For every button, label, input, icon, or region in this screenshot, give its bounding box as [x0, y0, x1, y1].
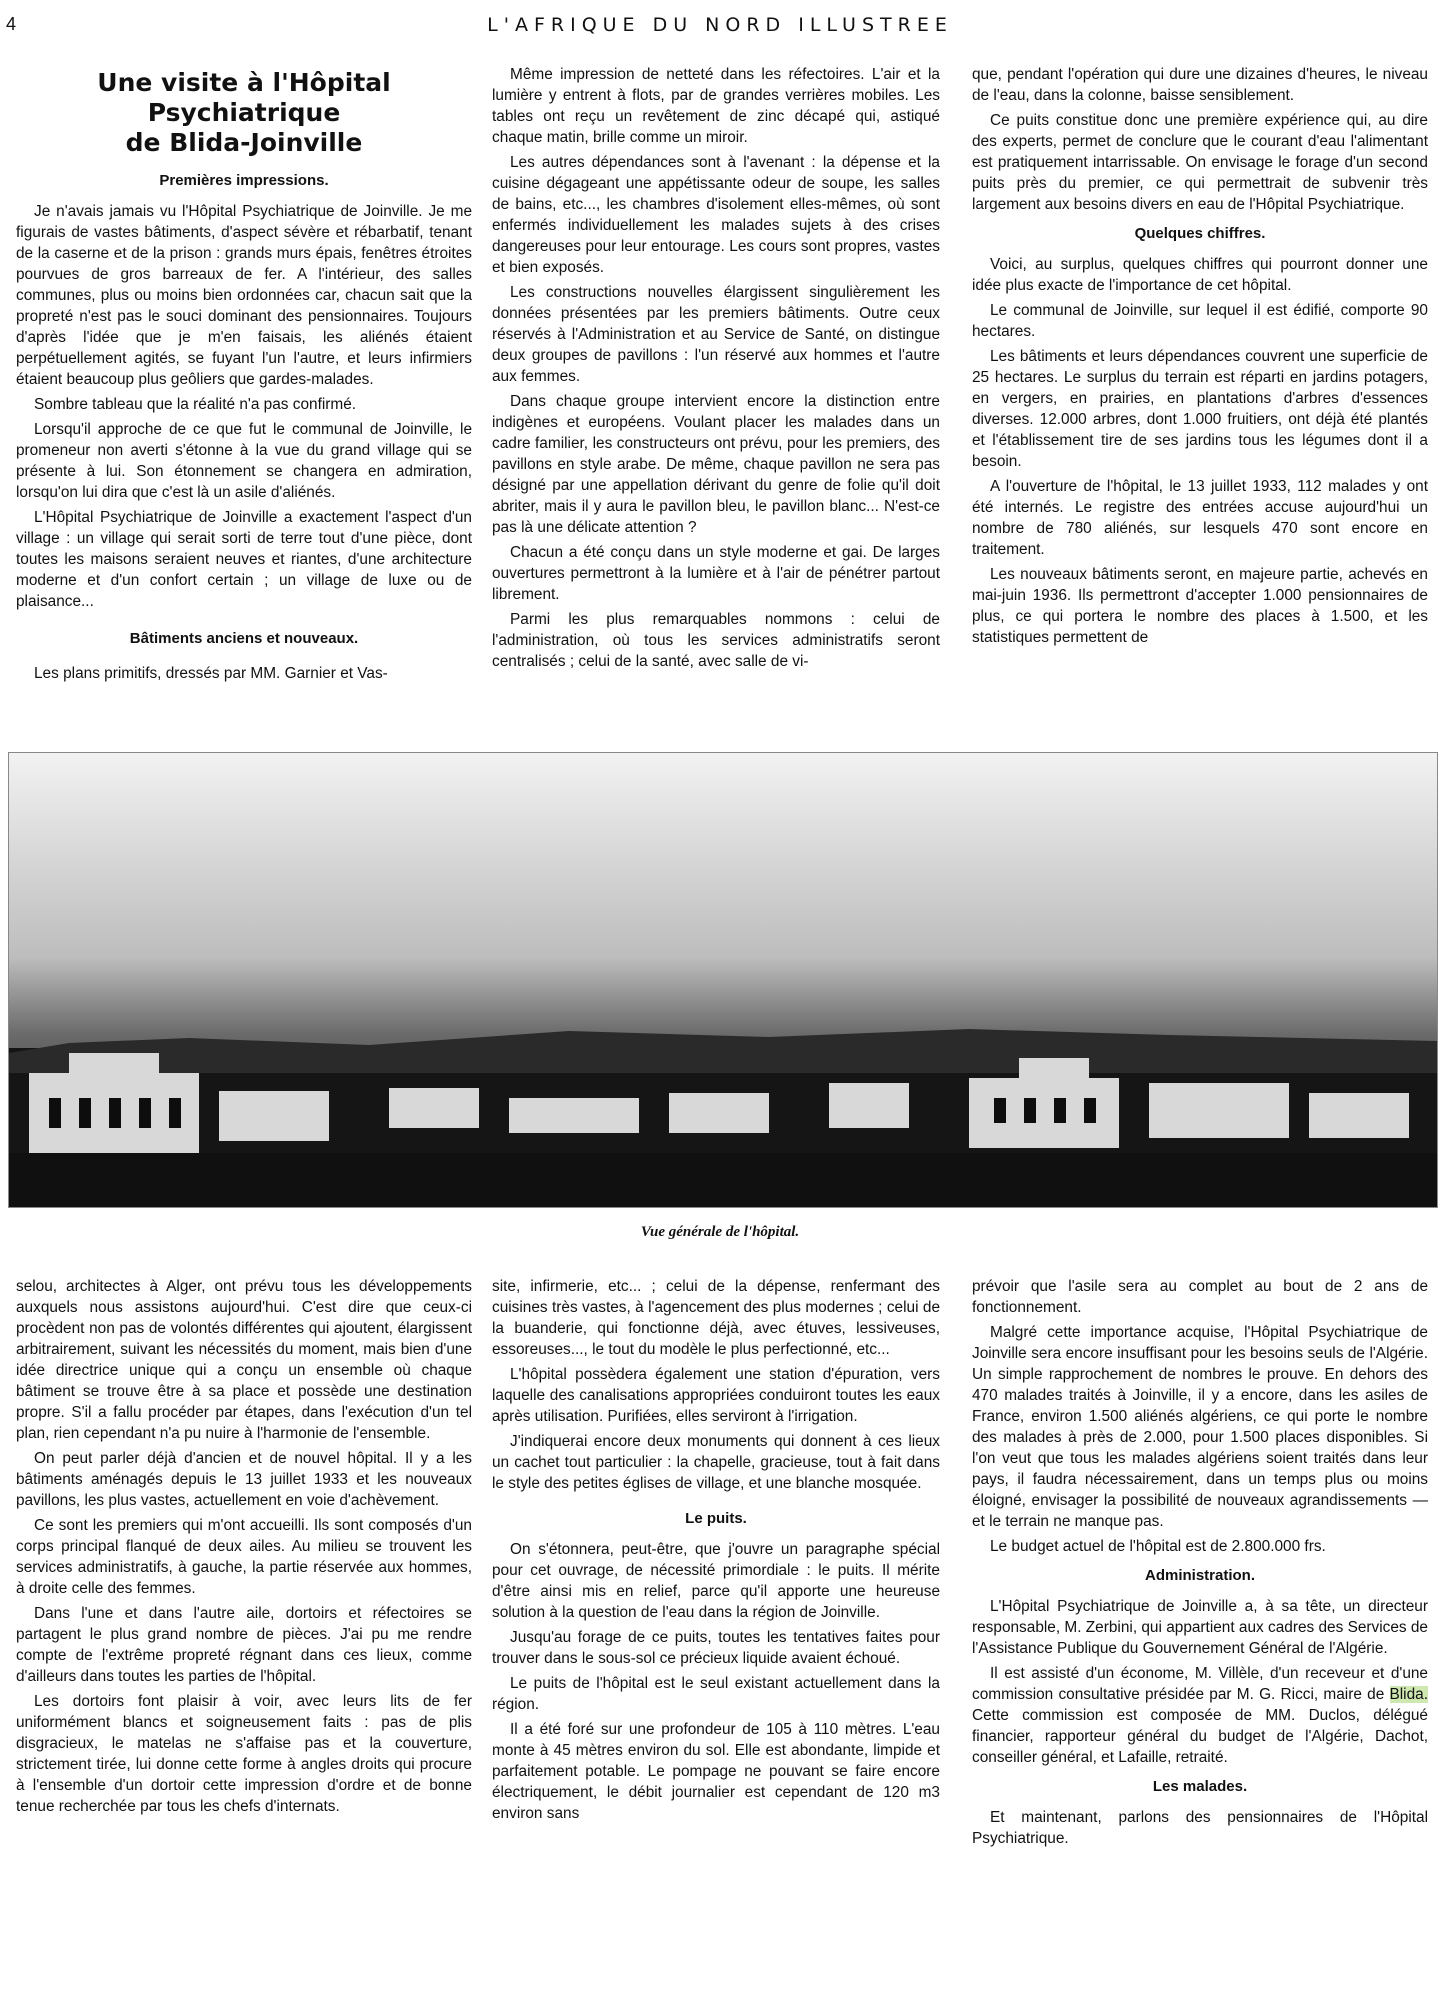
- highlighted-word-blida: Blida.: [1389, 1686, 1428, 1703]
- title-line-2: de Blida-Joinville: [125, 128, 363, 157]
- column-1-continuation: selou, architectes à Alger, ont prévu tous les développements auxquels nous assistons aujourd'hui. C'est dire que ceux-ci procèdent non pas de volontés différentes qui ajoutent, élargissent arbitrairement, suivant les nécessités du moment, mais bien d'une idée directrice unique qui a conçu un ensemble où chaque bâtiment se trouve être à sa place et possède une destination propre. S'il a fallu procéder par étapes, dans l'exécution d'un tel plan, rien cependant n'a pu nuire à l'harmonie de l'ensemble.: [16, 1278, 472, 1442]
- paragraph: L'hôpital possèdera également une station d'épuration, vers laquelle des canalisations appropriées conduiront toutes les eaux après utilisation. Purifiées, elles serviront à l'irrigation.: [492, 1366, 940, 1425]
- masthead: L'AFRIQUE DU NORD ILLUSTREE: [487, 14, 953, 36]
- paragraph: Les dortoirs font plaisir à voir, avec leurs lits de fer uniformément blancs et soigneusement faits : pas de plis disgracieux, le matelas ne s'affaise pas et la couverture, strictement tirée, lui donne cette forme à angles droits qui procure à l'ensemble d'un dortoir cette impression d'ordre et de bonne tenue recherchée par tous les chefs d'internats.: [16, 1693, 472, 1815]
- paragraph: Je n'avais jamais vu l'Hôpital Psychiatrique de Joinville. Je me figurais de vastes bâtiments, d'aspect sévère et rébarbatif, tenant de la caserne et de la prison : grands murs épais, fenêtres étroites pourvues de gros barreaux de fer. A l'intérieur, des salles communes, plus ou moins bien ordonnées car, chacun sait que la propreté n'est pas le souci dominant des pensionnaires. Toujours d'après l'idée que je m'en faisais, les aliénés étaient perpétuellement agités, se fuyant l'un l'autre, et leurs infirmiers étaient beaucoup plus geôliers que gardes-malades.: [16, 203, 472, 388]
- puits-paragraphs: [492, 1539, 940, 1824]
- column-3-continuation: que, pendant l'opération qui dure une dizaines d'heures, le niveau de l'eau, dans la colonne, baisse sensiblement.: [972, 66, 1428, 104]
- paragraph: Chacun a été conçu dans un style moderne et gai. De larges ouvertures permettront à la lumière et à l'air de pénétrer partout librement.: [492, 544, 940, 603]
- column-3-top: [972, 64, 1428, 754]
- column-3-bottom-paragraphs: [972, 1322, 1428, 1557]
- admin-text-after: Cette commission est composée de MM. Duclos, délégué financier, rapporteur général du budget de l'Algérie, Dachot, conseiller général, et Lafaille, retraité.: [972, 1707, 1428, 1766]
- column-2-bottom-paragraphs: [492, 1364, 940, 1494]
- impressions-paragraphs: [16, 201, 472, 612]
- section-heading-malades: Les malades.: [1152, 1778, 1248, 1795]
- paragraph: Les bâtiments et leurs dépendances couvrent une superficie de 25 hectares. Le surplus du terrain est réparti en jardins potagers, en vergers, en prairies, en plantations d'arbres d'essences diverses. 12.000 arbres, dont 1.000 fruitiers, ont déjà été plantés et l'établissement tire de ses jardins tous les légumes dont il a besoin.: [972, 348, 1428, 470]
- paragraph: Jusqu'au forage de ce puits, toutes les tentatives faites pour trouver dans le sous-sol ce précieux liquide avaient échoué.: [492, 1629, 940, 1667]
- paragraph: Lorsqu'il approche de ce que fut le communal de Joinville, le promeneur non averti s'étonne à la vue du grand village qui se présente à lui. Son étonnement se changera en admiration, lorsqu'on lui dira que c'est là un asile d'aliénés.: [16, 421, 472, 501]
- column-2-top: [492, 64, 940, 754]
- column-3-bottom: [972, 1276, 1428, 1996]
- paragraph: Le budget actuel de l'hôpital est de 2.800.000 frs.: [990, 1538, 1326, 1555]
- paragraph: Dans l'une et dans l'autre aile, dortoirs et réfectoires se partagent le plus grand nombre de pièces. J'ai pu me rendre compte de l'extrême propreté régnant dans ces lieux, comme d'ailleurs dans toutes les parties de l'hôpital.: [16, 1605, 472, 1685]
- paragraph: Les nouveaux bâtiments seront, en majeure partie, achevés en mai-juin 1936. Ils permettront d'accepter 1.000 pensionnaires de plus, ce qui portera le nombre des places à 1.500, et les statistiques permettent de: [972, 566, 1428, 646]
- column-1-bottom-paragraphs: [16, 1448, 472, 1817]
- paragraph: On s'étonnera, peut-être, que j'ouvre un paragraphe spécial pour cet ouvrage, de nécessité primordiale : le puits. Il mérite d'être ainsi mis en relief, parce qu'il apporte une heureuse solution à la question de l'eau dans la région de Joinville.: [492, 1541, 940, 1621]
- paragraph: Les constructions nouvelles élargissent singulièrement les données présentées par les premiers bâtiments. Outre ceux réservés à l'Administration et au Service de Santé, on distingue deux groupes de pavillons : l'un réservé aux hommes et l'autre aux femmes.: [492, 284, 940, 385]
- paragraph: Ce sont les premiers qui m'ont accueilli. Ils sont composés d'un corps principal flanqué de deux ailes. Au milieu se trouvent les services administratifs, à gauche, la partie réservée aux hommes, à droite celle des femmes.: [16, 1517, 472, 1597]
- section-heading-batiments: Bâtiments anciens et nouveaux.: [129, 630, 359, 647]
- chiffres-paragraphs: [972, 254, 1428, 648]
- administration-paragraph-1: L'Hôpital Psychiatrique de Joinville a, à sa tête, un directeur responsable, M. Zerbini, qui appartient aux cadres des Services de l'Assistance Publique du Gouvernement Général de l'Algérie.: [972, 1598, 1428, 1657]
- paragraph: Dans chaque groupe intervient encore la distinction entre indigènes et européens. Voulant placer les malades dans un cadre familier, les constructeurs ont prévu, pour les premiers, des pavillons en style arabe. De même, chaque pavillon ne sera pas désigné par une appellation dérivant du genre de folie qu'il doit abriter, mais il y aura le pavillon bleu, le pavillon blanc... N'est-ce pas là une délicate attention ?: [492, 393, 940, 536]
- section-heading-puits: Le puits.: [685, 1510, 747, 1527]
- paragraph: Les autres dépendances sont à l'avenant : la dépense et la cuisine dégageant une appétissante odeur de soupe, les salles de bains, etc..., les chambres d'isolement elles-mêmes, où sont enfermés individuellement les malades sujets à des crises dangereuses pour leur entourage. Les cours sont propres, vastes et bien exposés.: [492, 154, 940, 276]
- paragraph: Voici, au surplus, quelques chiffres qui pourront donner une idée plus exacte de l'importance de cet hôpital.: [972, 256, 1428, 294]
- paragraph: On peut parler déjà d'ancien et de nouvel hôpital. Il y a les bâtiments aménagés depuis le 13 juillet 1933 et les nouveaux pavillons, les plus vastes, actuellement en voie d'achèvement.: [16, 1450, 472, 1509]
- paragraph: Le puits de l'hôpital est le seul existant actuellement dans la région.: [492, 1675, 940, 1713]
- title-line-1: Une visite à l'Hôpital Psychiatrique: [97, 68, 391, 127]
- admin-text-before: Il est assisté d'un économe, M. Villèle, d'un receveur et d'une commission consultative présidée par M. G. Ricci, maire de: [972, 1665, 1428, 1703]
- hospital-panorama-image: [9, 753, 1437, 1207]
- article-title: [16, 68, 472, 158]
- administration-paragraph-2: [972, 1663, 1428, 1768]
- paragraph: Il a été foré sur une profondeur de 105 à 110 mètres. L'eau monte à 45 mètres environ du sol. Elle est abondante, limpide et parfaitement potable. Le pompage ne pouvant se faire encore électriquement, le débit journalier est cependant de 120 m3 environ sans: [492, 1721, 940, 1822]
- column-2-continuation: site, infirmerie, etc... ; celui de la dépense, renfermant des cuisines très vastes, à l'agencement des plus modernes ; celui de la buanderie, qui fonctionne déjà, avec étuves, lessiveuses, essoreuses..., le tout du modèle le plus perfectionné, etc...: [492, 1278, 940, 1358]
- paragraph: Même impression de netteté dans les réfectoires. L'air et la lumière y entrent à flots, par de grandes verrières mobiles. Les tables ont reçu un revêtement de zinc décapé qui, astiqué chaque matin, brille comme un miroir.: [492, 66, 940, 146]
- section-heading-administration: Administration.: [1144, 1567, 1255, 1584]
- paragraph: Ce puits constitue donc une première expérience qui, au dire des experts, permet de conclure que le courant d'eau l'alimentant est pratiquement intarrissable. On envisage le forage d'un second puits près du premier, ce qui permettrait de subvenir très largement aux besoins divers en eau de l'Hôpital Psychiatrique.: [972, 112, 1428, 213]
- malades-paragraph: Et maintenant, parlons des pensionnaires de l'Hôpital Psychiatrique.: [972, 1809, 1428, 1847]
- paragraph: Le communal de Joinville, sur lequel il est édifié, comporte 90 hectares.: [972, 302, 1428, 340]
- column-3-bottom-continuation: prévoir que l'asile sera au complet au bout de 2 ans de fonctionnement.: [972, 1278, 1428, 1316]
- paragraph: Sombre tableau que la réalité n'a pas confirmé.: [34, 396, 357, 413]
- section-heading-impressions: Premières impressions.: [159, 172, 329, 189]
- page-header: [0, 8, 1440, 38]
- batiments-lead: Les plans primitifs, dressés par MM. Garnier et Vas-: [34, 665, 388, 682]
- paragraph: A l'ouverture de l'hôpital, le 13 juillet 1933, 112 malades y ont été internés. Le registre des entrées accuse aujourd'hui un nombre de 780 aliénés, sur lesquels 470 sont encore en traitement.: [972, 478, 1428, 558]
- hospital-photograph: [8, 752, 1438, 1208]
- paragraph: Malgré cette importance acquise, l'Hôpital Psychiatrique de Joinville sera encore insuffisant pour les besoins seuls de l'Algérie. Un simple rapprochement de nombres le prouve. En dehors des 470 malades traités à Joinville, il y a encore, dans les asiles de France, environ 1.500 aliénés algériens, ce qui porte le nombre des malades à près de 2.000, pour 1.500 places disponibles. Si l'on veut que tous les malades algériens soient traités dans leur pays, il faudra nécessairement, dans un temps plus ou moins éloigné, envisager la possibilité de nouveaux agrandissements — et le terrain ne manque pas.: [972, 1324, 1428, 1530]
- column-2-bottom: [492, 1276, 940, 1996]
- column-1-top: [16, 64, 472, 754]
- column-2-top-paragraphs: [492, 64, 940, 672]
- paragraph: Parmi les plus remarquables nommons : celui de l'administration, où tous les services administratifs seront centralisés ; celui de la santé, avec salle de vi-: [492, 611, 940, 670]
- section-heading-chiffres: Quelques chiffres.: [1134, 225, 1266, 242]
- photo-caption: Vue générale de l'hôpital.: [640, 1224, 800, 1240]
- paragraph: J'indiquerai encore deux monuments qui donnent à ces lieux un cachet tout particulier : la chapelle, gracieuse, tout à fait dans le style des petites églises de village, et une blanche mosquée.: [492, 1433, 940, 1492]
- column-3-top-paragraphs: [972, 110, 1428, 215]
- page-number: 4: [6, 14, 17, 34]
- paragraph: L'Hôpital Psychiatrique de Joinville a exactement l'aspect d'un village : un village qui serait sorti de terre tout d'une pièce, dont toutes les maisons seraient neuves et riantes, d'une architecture moderne et d'un confort certain ; un village de luxe ou de plaisance...: [16, 509, 472, 610]
- column-1-bottom: [16, 1276, 472, 1996]
